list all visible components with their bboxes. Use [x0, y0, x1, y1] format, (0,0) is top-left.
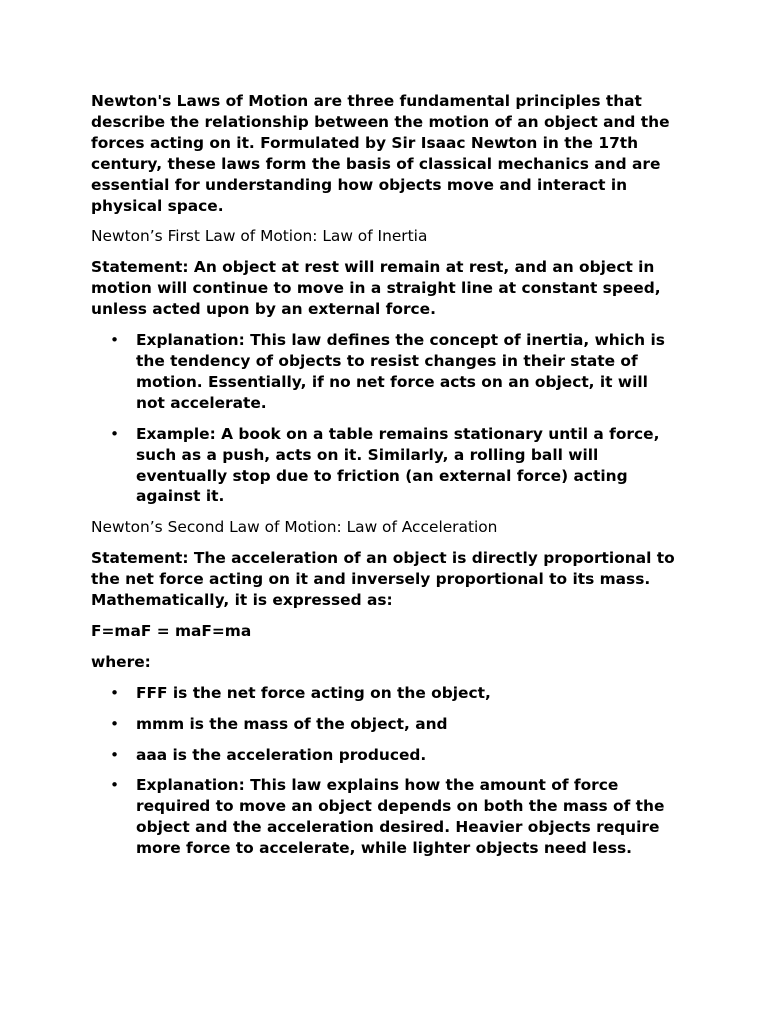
document-body	[91, 91, 681, 869]
list-item-text: Explanation: This law explains how the amount of force required to move an object depends on both the mass of the object and the acceleration desired. Heavier objects require more force to accelerate, while lighter objects need less.	[136, 776, 665, 858]
list-item	[91, 683, 681, 704]
list-item-text: aaa is the acceleration produced.	[136, 745, 427, 764]
first-law-list	[91, 330, 681, 507]
bullet-icon: •	[110, 714, 120, 733]
list-item	[91, 424, 681, 508]
list-item	[91, 775, 681, 859]
list-item-text: mmm is the mass of the object, and	[136, 714, 448, 733]
bullet-icon: •	[110, 424, 120, 443]
second-law-statement: Statement: The acceleration of an object is directly proportional to the net force acting on it and inversely proportional to its mass. Mathematically, it is expressed as:	[91, 549, 675, 610]
bullet-icon: •	[110, 331, 120, 350]
formula: F=maF = maF=ma	[91, 621, 252, 640]
second-law-heading: Newton’s Second Law of Motion: Law of Acceleration	[91, 518, 498, 537]
list-item-text: Example: A book on a table remains stationary until a force, such as a push, acts on it. Similarly, a rolling ball will eventually stop due to friction (an external force) acting against it.	[136, 424, 660, 506]
bullet-icon: •	[110, 776, 120, 795]
list-item-text: FFF is the net force acting on the object,	[136, 683, 491, 702]
first-law-statement: Statement: An object at rest will remain at rest, and an object in motion will continue to move in a straight line at constant speed, unless acted upon by an external force.	[91, 258, 661, 319]
list-item-text: Explanation: This law defines the concept of inertia, which is the tendency of objects to resist changes in their state of motion. Essentially, if no net force acts on an object, it will not accelerate.	[136, 331, 665, 412]
intro-paragraph: Newton's Laws of Motion are three fundamental principles that describe the relationship between the motion of an object and the forces acting on it. Formulated by Sir Isaac Newton in the 17th century, these laws form the basis of classical mechanics and are essential for understanding how objects move and interact in physical space.	[91, 92, 670, 215]
list-item	[91, 330, 681, 414]
bullet-icon: •	[110, 683, 120, 702]
first-law-heading: Newton’s First Law of Motion: Law of Inertia	[91, 227, 428, 246]
bullet-icon: •	[110, 745, 120, 764]
list-item	[91, 745, 681, 766]
second-law-list	[91, 683, 681, 859]
list-item	[91, 714, 681, 735]
where-label: where:	[91, 652, 151, 671]
